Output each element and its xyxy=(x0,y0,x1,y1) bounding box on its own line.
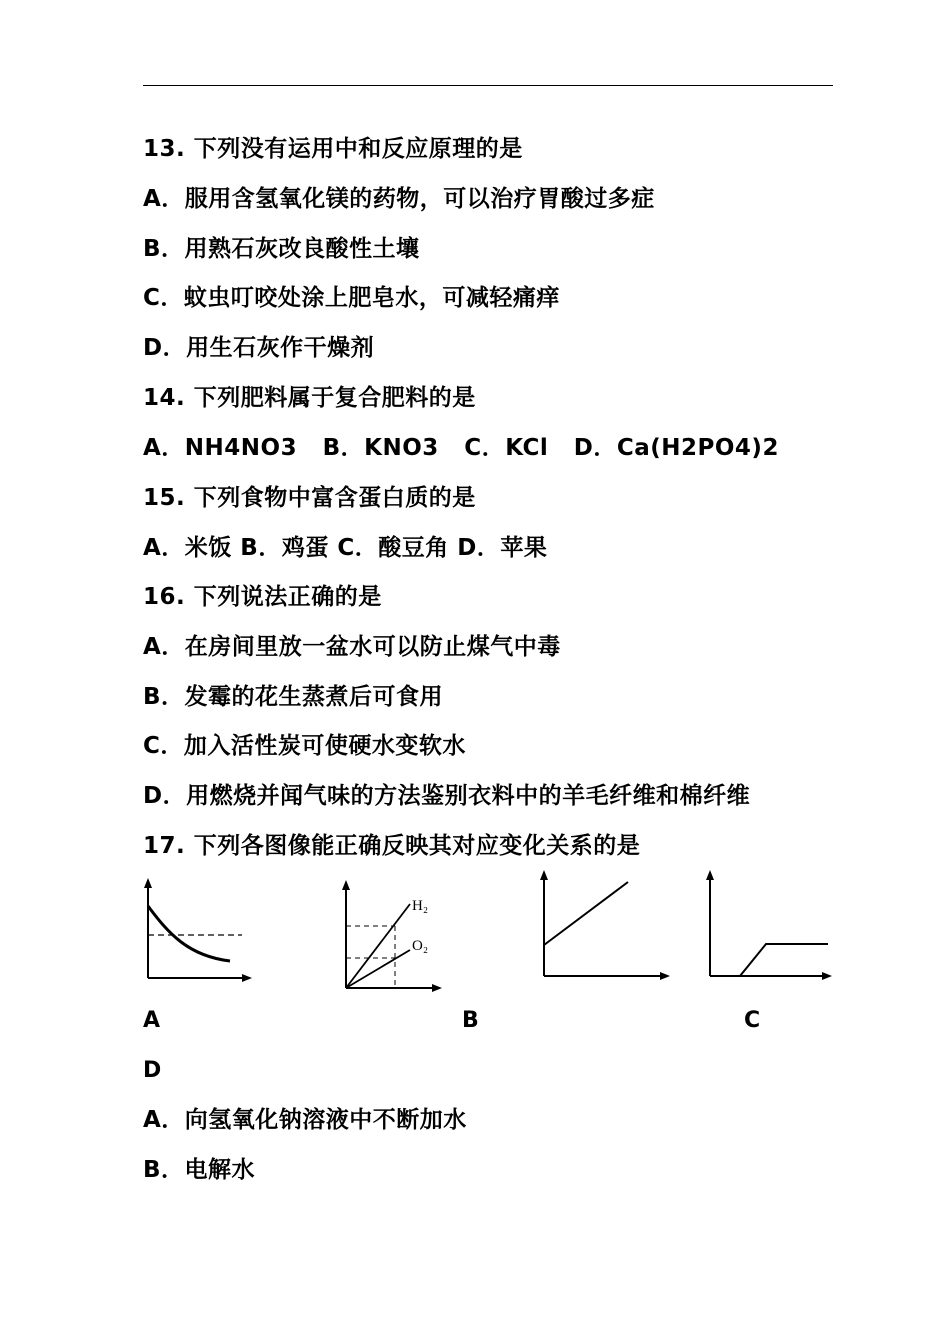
q15-stem: 15. 下列食物中富含蛋白质的是 xyxy=(143,485,476,511)
graph-d-y-arrow xyxy=(706,870,714,880)
q13-option-b: B．用熟石灰改良酸性土壤 xyxy=(143,236,420,262)
graph-c-x-arrow xyxy=(660,972,670,980)
q17-option-b: B．电解水 xyxy=(143,1157,256,1183)
q17-option-a: A．向氢氧化钠溶液中不断加水 xyxy=(143,1107,467,1133)
graph-d-x-arrow xyxy=(822,972,832,980)
figure-label-b: B xyxy=(462,1008,479,1033)
graph-a-y-arrow xyxy=(144,878,152,888)
graph-a-x-arrow xyxy=(242,974,252,982)
graph-b-o2-label: O₂ xyxy=(412,938,429,954)
q16-option-d: D．用燃烧并闻气味的方法鉴别衣料中的羊毛纤维和棉纤维 xyxy=(143,783,751,809)
q16-option-a: A．在房间里放一盆水可以防止煤气中毒 xyxy=(143,634,561,660)
q13-option-d: D．用生石灰作干燥剂 xyxy=(143,335,375,361)
header-rule xyxy=(143,85,833,86)
graph-b-o2-line xyxy=(346,950,410,988)
graph-d xyxy=(700,866,840,982)
graph-a-curve xyxy=(148,906,230,961)
q16-stem: 16. 下列说法正确的是 xyxy=(143,584,382,610)
q13-stem: 13. 下列没有运用中和反应原理的是 xyxy=(143,136,523,162)
q15-options: A．米饭 B．鸡蛋 C．酸豆角 D．苹果 xyxy=(143,535,548,561)
figure-label-a: A xyxy=(143,1008,161,1033)
q14-options: A．NH4NO3 B．KNO3 C．KCl D．Ca(H2PO4)2 xyxy=(143,435,779,461)
graph-c-y-arrow xyxy=(540,870,548,880)
graph-b xyxy=(338,874,448,992)
q17-stem: 17. 下列各图像能正确反映其对应变化关系的是 xyxy=(143,833,641,859)
q13-option-c: C．蚊虫叮咬处涂上肥皂水，可减轻痛痒 xyxy=(143,285,560,311)
graph-b-h2-line xyxy=(346,904,410,988)
graph-a xyxy=(138,878,258,988)
graph-c-line xyxy=(544,882,628,945)
figure-label-c: C xyxy=(744,1008,761,1033)
q16-option-c: C．加入活性炭可使硬水变软水 xyxy=(143,733,466,759)
q13-option-a: A．服用含氢氧化镁的药物，可以治疗胃酸过多症 xyxy=(143,186,655,212)
graph-b-y-arrow xyxy=(342,880,350,890)
q14-stem: 14. 下列肥料属于复合肥料的是 xyxy=(143,385,476,411)
graph-c xyxy=(534,866,674,982)
graph-b-x-arrow xyxy=(432,984,442,992)
graph-b-h2-label: H₂ xyxy=(412,898,429,914)
q16-option-b: B．发霉的花生蒸煮后可食用 xyxy=(143,684,444,710)
figure-label-d: D xyxy=(143,1058,162,1083)
graph-d-line xyxy=(740,944,828,976)
